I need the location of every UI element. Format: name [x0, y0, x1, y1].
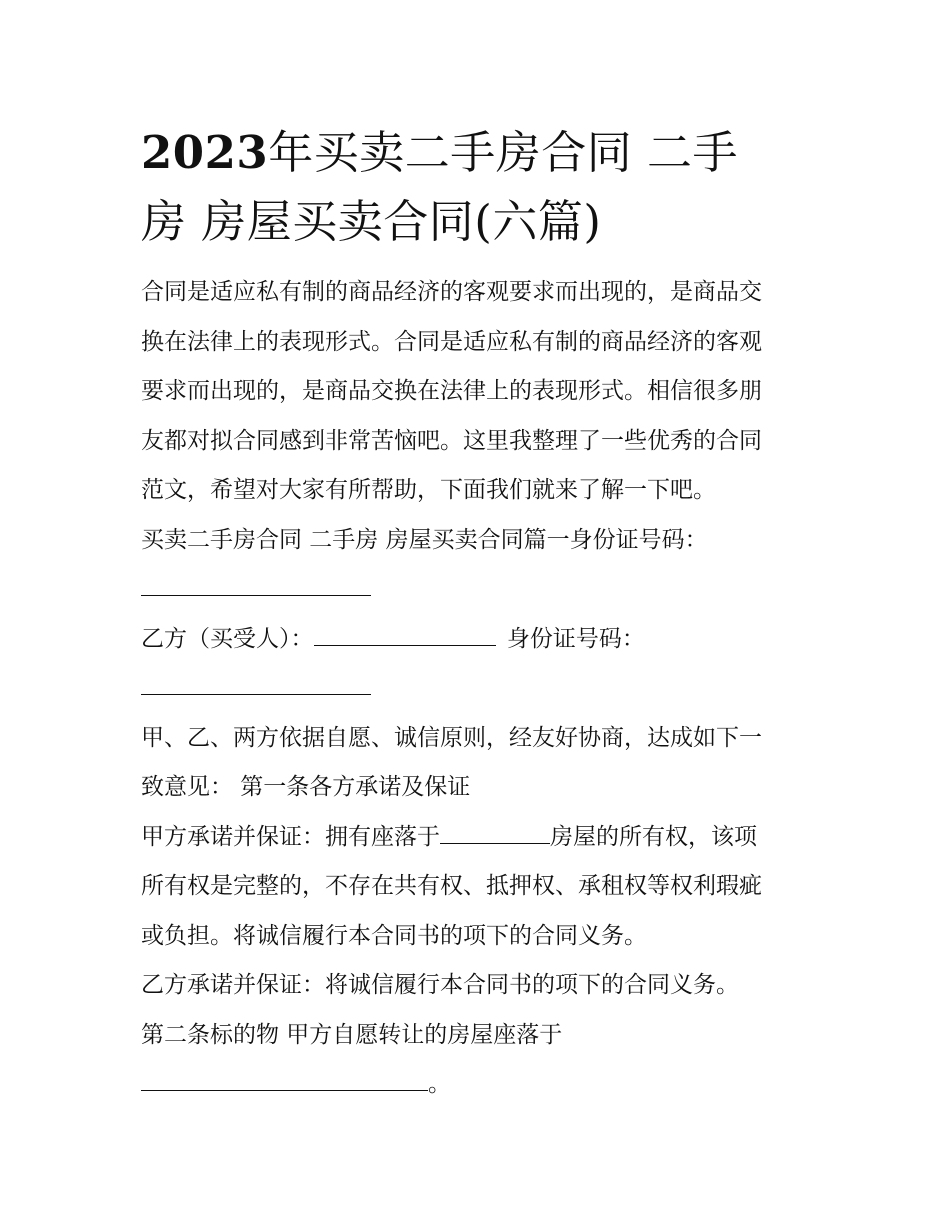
- property-location-blank: [440, 813, 550, 844]
- intro-line-4: 友都对拟合同感到非常苦恼吧。这里我整理了一些优秀的合同: [141, 427, 762, 454]
- article-2-blank-line: [141, 1060, 816, 1110]
- intro-line-2: 换在法律上的表现形式。合同是适应私有制的商品经济的客观: [141, 328, 762, 355]
- document-title: [141, 118, 816, 256]
- agreement-line-2: 致意见： 第一条各方承诺及保证: [141, 774, 471, 800]
- id-number-blank-1: [141, 565, 371, 596]
- section-1-heading: 买卖二手房合同 二手房 房屋买卖合同篇一身份证号码：: [141, 526, 708, 553]
- intro-line-3: 要求而出现的，是商品交换在法律上的表现形式。相信很多朋: [141, 378, 762, 404]
- party-a-promise-line-1: [141, 813, 816, 863]
- title-line-2: 房 房屋买卖合同(六篇): [141, 195, 602, 248]
- id-number-blank-2: [141, 664, 371, 695]
- end-mark: 。: [428, 1071, 451, 1097]
- intro-line-1: 合同是适应私有制的商品经济的客观要求而出现的，是商品交: [141, 279, 762, 305]
- party-a-promise-suffix: 房屋的所有权，该项: [550, 823, 757, 850]
- party-b-name-blank: [314, 615, 496, 646]
- document-page: [141, 118, 816, 1110]
- party-b-label: 乙方（买受人）：: [141, 625, 314, 652]
- party-a-promise-line-2: 所有权是完整的，不存在共有权、抵押权、承租权等权利瑕疵: [141, 873, 762, 899]
- title-year: 2023: [141, 126, 269, 179]
- party-a-promise-prefix: 甲方承诺并保证：拥有座落于: [141, 823, 440, 850]
- title-line-1: [141, 118, 816, 187]
- article-2-line: 第二条标的物 甲方自愿转让的房屋座落于: [141, 1021, 563, 1048]
- party-b-line: [141, 615, 816, 665]
- party-a-promise-line-3: 或负担。将诚信履行本合同书的项下的合同义务。: [141, 922, 647, 949]
- party-b-id-label: 身份证号码：: [506, 625, 645, 652]
- intro-line-5: 范文，希望对大家有所帮助，下面我们就来了解一下吧。: [141, 477, 716, 503]
- house-location-blank: [141, 1060, 428, 1091]
- title-line-1-text: 年买卖二手房合同 二手: [268, 126, 739, 179]
- id-number-blank-line-2: [141, 664, 816, 714]
- party-b-promise-line: 乙方承诺并保证：将诚信履行本合同书的项下的合同义务。: [141, 972, 739, 998]
- agreement-line-1: 甲、乙、两方依据自愿、诚信原则，经友好协商，达成如下一: [141, 724, 762, 751]
- id-number-blank-line-1: [141, 565, 816, 615]
